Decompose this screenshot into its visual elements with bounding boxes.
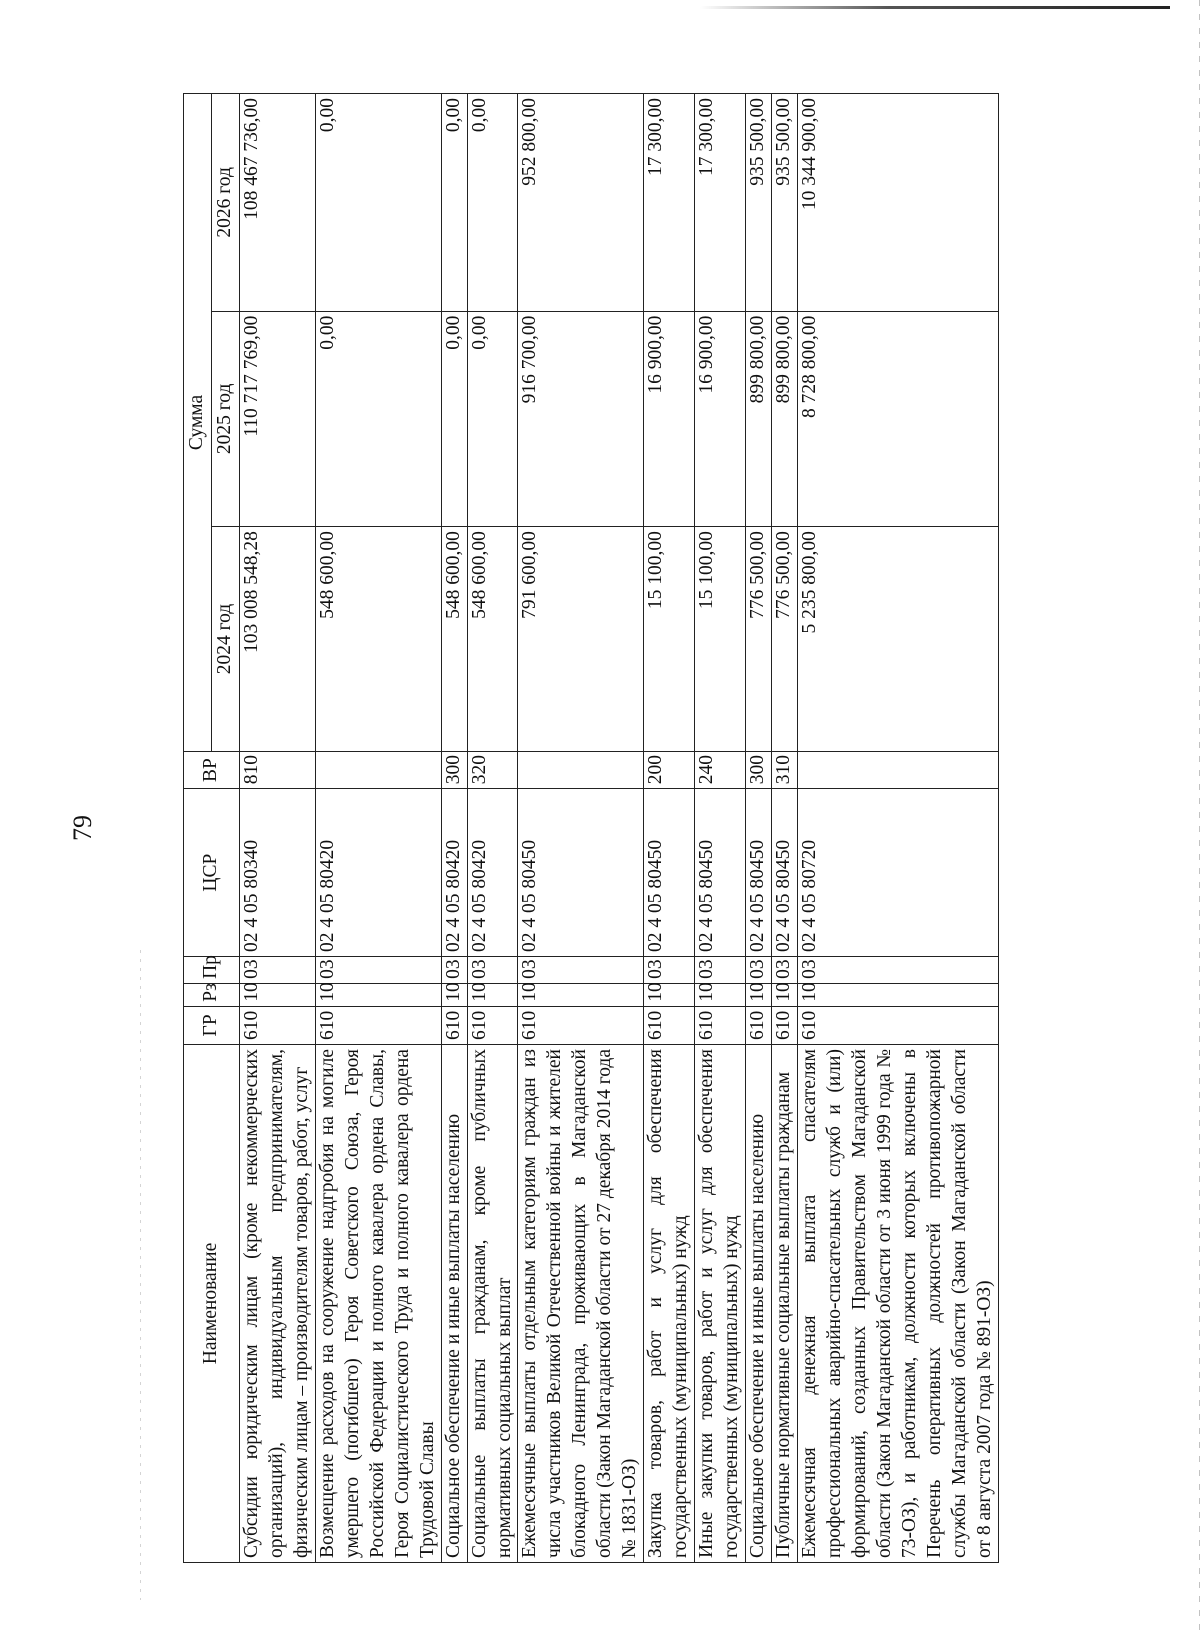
cell-name: Ежемесячные выплаты отдельным категориям граждан из числа участников Великой Отечественной войны и жителей блокадного Ленинграда, проживающих в Магаданской области (Закон Магаданской области от 27 декабря 2014 года № 1831-ОЗ) (518, 1045, 644, 1563)
cell-2025: 0,00 (441, 311, 467, 526)
cell-vr: 200 (644, 751, 695, 788)
cell-2026: 17 300,00 (695, 94, 746, 312)
cell-gr: 610 (518, 1006, 644, 1044)
cell-rz: 10 (441, 983, 467, 1006)
cell-csr: 02 4 05 80450 (746, 789, 772, 957)
cell-name: Публичные нормативные социальные выплаты гражданам (772, 1045, 798, 1563)
cell-gr: 610 (467, 1006, 518, 1044)
header-rz: Рз (184, 983, 240, 1006)
cell-2024: 548 600,00 (441, 527, 467, 752)
header-year-2024: 2024 год (212, 527, 240, 752)
page-number: 79 (68, 815, 97, 841)
cell-csr: 02 4 05 80450 (644, 789, 695, 957)
cell-2024: 548 600,00 (315, 527, 441, 752)
cell-name: Субсидии юридическим лицам (кроме некоммерческих организаций), индивидуальным предпринимателям, физическим лицам – производителям товаров, работ, услуг (240, 1045, 316, 1563)
cell-name: Социальные выплаты гражданам, кроме публичных нормативных социальных выплат (467, 1045, 518, 1563)
table-header (184, 94, 240, 1563)
cell-2026: 935 500,00 (772, 94, 798, 312)
cell-pr: 03 (315, 957, 441, 984)
cell-2026: 0,00 (467, 94, 518, 312)
cell-2024: 5 235 800,00 (797, 527, 998, 752)
cell-csr: 02 4 05 80420 (441, 789, 467, 957)
cell-2025: 899 800,00 (746, 311, 772, 526)
cell-2025: 899 800,00 (772, 311, 798, 526)
cell-rz: 10 (797, 983, 998, 1006)
table-row (240, 94, 316, 1563)
table-row (772, 94, 798, 1563)
cell-2024: 15 100,00 (695, 527, 746, 752)
header-sum: Сумма (184, 94, 212, 752)
cell-vr: 810 (240, 751, 316, 788)
cell-pr: 03 (240, 957, 316, 984)
header-pr: Пр (184, 957, 240, 984)
cell-name: Возмещение расходов на сооружение надгробия на могиле умершего (погибшего) Героя Советского Союза, Героя Российской Федерации и полного кавалера ордена Славы, Героя Социалистического Труда и полного кавалера ордена Трудовой Славы (315, 1045, 441, 1563)
cell-2026: 17 300,00 (644, 94, 695, 312)
cell-2025: 916 700,00 (518, 311, 644, 526)
header-vr: ВР (184, 751, 240, 788)
cell-gr: 610 (441, 1006, 467, 1044)
cell-2025: 16 900,00 (644, 311, 695, 526)
cell-pr: 03 (797, 957, 998, 984)
cell-rz: 10 (240, 983, 316, 1006)
cell-2024: 548 600,00 (467, 527, 518, 752)
cell-pr: 03 (746, 957, 772, 984)
cell-rz: 10 (772, 983, 798, 1006)
cell-csr: 02 4 05 80340 (240, 789, 316, 957)
cell-gr: 610 (644, 1006, 695, 1044)
budget-table (183, 93, 999, 1563)
cell-2024: 776 500,00 (746, 527, 772, 752)
cell-vr: 300 (746, 751, 772, 788)
cell-rz: 10 (644, 983, 695, 1006)
cell-pr: 03 (518, 957, 644, 984)
cell-gr: 610 (240, 1006, 316, 1044)
cell-csr: 02 4 05 80420 (467, 789, 518, 957)
cell-rz: 10 (695, 983, 746, 1006)
cell-2026: 108 467 736,00 (240, 94, 316, 312)
cell-name: Ежемесячная денежная выплата спасателям профессиональных аварийно-спасательных служб и (или) формирований, созданных Правительством Магаданской области (Закон Магаданской области от 3 июня 1999 года № 73-ОЗ), и работникам, должности которых включены в Перечень оперативных должностей противопожарной службы Магаданской области (Закон Магаданской области от 8 августа 2007 года № 891-ОЗ) (797, 1045, 998, 1563)
cell-csr: 02 4 05 80720 (797, 789, 998, 957)
cell-2026: 0,00 (315, 94, 441, 312)
cell-2024: 15 100,00 (644, 527, 695, 752)
cell-2024: 776 500,00 (772, 527, 798, 752)
scan-artifact-top (700, 6, 1170, 9)
cell-name: Иные закупки товаров, работ и услуг для обеспечения государственных (муниципальных) нужд (695, 1045, 746, 1563)
cell-vr: 240 (695, 751, 746, 788)
cell-rz: 10 (518, 983, 644, 1006)
table-row (797, 94, 998, 1563)
cell-gr: 610 (315, 1006, 441, 1044)
cell-vr (797, 751, 998, 788)
cell-2024: 791 600,00 (518, 527, 644, 752)
cell-2025: 8 728 800,00 (797, 311, 998, 526)
table-row (518, 94, 644, 1563)
cell-pr: 03 (441, 957, 467, 984)
header-csr: ЦСР (184, 789, 240, 957)
cell-gr: 610 (772, 1006, 798, 1044)
cell-2026: 0,00 (441, 94, 467, 312)
scan-artifact-left-edge (140, 950, 141, 1600)
cell-pr: 03 (644, 957, 695, 984)
cell-vr (315, 751, 441, 788)
cell-rz: 10 (315, 983, 441, 1006)
table-row (467, 94, 518, 1563)
cell-2026: 952 800,00 (518, 94, 644, 312)
header-year-2025: 2025 год (212, 311, 240, 526)
cell-2024: 103 008 548,28 (240, 527, 316, 752)
cell-gr: 610 (695, 1006, 746, 1044)
cell-vr (518, 751, 644, 788)
cell-gr: 610 (746, 1006, 772, 1044)
table-row (695, 94, 746, 1563)
cell-name: Социальное обеспечение и иные выплаты населению (746, 1045, 772, 1563)
header-year-2026: 2026 год (212, 94, 240, 312)
cell-2025: 0,00 (467, 311, 518, 526)
table-body (240, 94, 999, 1563)
cell-csr: 02 4 05 80450 (772, 789, 798, 957)
table-row (644, 94, 695, 1563)
rotated-document-page (68, 93, 1143, 1563)
cell-2025: 110 717 769,00 (240, 311, 316, 526)
header-name: Наименование (184, 1045, 240, 1563)
cell-gr: 610 (797, 1006, 998, 1044)
cell-rz: 10 (467, 983, 518, 1006)
header-gr: ГР (184, 1006, 240, 1044)
table-row (441, 94, 467, 1563)
table-row (315, 94, 441, 1563)
cell-rz: 10 (746, 983, 772, 1006)
cell-2025: 0,00 (315, 311, 441, 526)
cell-csr: 02 4 05 80450 (695, 789, 746, 957)
cell-name: Социальное обеспечение и иные выплаты населению (441, 1045, 467, 1563)
cell-vr: 300 (441, 751, 467, 788)
table-row (746, 94, 772, 1563)
cell-name: Закупка товаров, работ и услуг для обеспечения государственных (муниципальных) нужд (644, 1045, 695, 1563)
cell-vr: 310 (772, 751, 798, 788)
cell-2026: 935 500,00 (746, 94, 772, 312)
cell-vr: 320 (467, 751, 518, 788)
cell-2025: 16 900,00 (695, 311, 746, 526)
cell-csr: 02 4 05 80420 (315, 789, 441, 957)
cell-pr: 03 (695, 957, 746, 984)
cell-2026: 10 344 900,00 (797, 94, 998, 312)
cell-pr: 03 (772, 957, 798, 984)
cell-csr: 02 4 05 80450 (518, 789, 644, 957)
cell-pr: 03 (467, 957, 518, 984)
